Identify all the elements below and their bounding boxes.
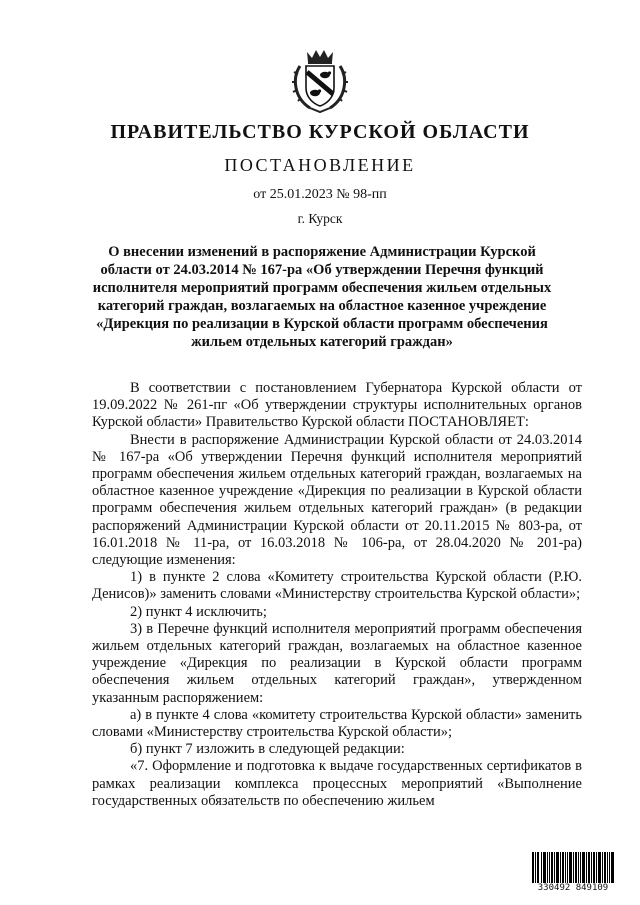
barcode (532, 852, 614, 896)
government-heading: ПРАВИТЕЛЬСТВО КУРСКОЙ ОБЛАСТИ (110, 121, 530, 143)
paragraph: 2) пункт 4 исключить; (130, 603, 267, 620)
paragraph: «7. Оформление и подготовка к выдаче государственных сертификатов в рамках реализации комплекса процессных мероприятий «Выполнение государственных обязательств по обеспечению жильем (92, 758, 582, 809)
paragraph: а) в пункте 4 слова «комитету строительства Курской области» заменить словами «Министерству строительства Курской области»; (92, 706, 582, 741)
paragraph: б) пункт 7 изложить в следующей редакции: (130, 741, 405, 758)
paragraph: Внести в распоряжение Администрации Курской области от 24.03.2014 № 167-ра «Об утверждении Перечня функций исполнителя мероприятий программ обеспечения жильем отдельных категорий граждан, возлагаемых на областное казенное учреждение «Дирекция по реализации в Курской области программ обеспечения жильем отдельных категорий граждан» (в редакции распоряжений Администрации Курской области от 20.11.2015 № 803-ра, от 16.01.2018 № 11-ра, от 16.03.2018 № 106-ра, от 28.04.2020 № 201-ра) следующие изменения: (92, 431, 582, 569)
paragraph: В соответствии с постановлением Губернатора Курской области от 19.09.2022 № 261-пг «Об утверждении структуры исполнительных органов Курской области» Правительство Курской области ПОСТАНОВЛЯЕТ: (92, 380, 582, 431)
document-city: г. Курск (297, 211, 343, 226)
document-title: О внесении изменений в распоряжение Администрации Курской области от 24.03.2014 № 167-ра «Об утверждении Перечня функций исполнителя мероприятий программ обеспечения жильем отдельных категорий граждан, возлагаемых на областное казенное учреждение «Дирекция по реализации в Курской области программ обеспечения жильем отдельных категорий граждан» (92, 244, 552, 350)
barcode-icon (532, 852, 614, 883)
document-kind: ПОСТАНОВЛЕНИЕ (224, 155, 416, 175)
paragraph: 3) в Перечне функций исполнителя мероприятий программ обеспечения жильем отдельных категорий граждан, возлагаемых на областное казенное учреждение «Дирекция по реализации в Курской области программ обеспечения жильем отдельных категорий граждан», утвержденном указанным распоряжением: (92, 620, 582, 706)
paragraph: 1) в пункте 2 слова «Комитету строительства Курской области (Р.Ю. Денисов)» заменить словами «Министерству строительства Курской области»; (92, 569, 582, 603)
barcode-number: 330492 849109 (537, 883, 609, 893)
coat-of-arms-icon (290, 48, 350, 114)
document-date-number: от 25.01.2023 № 98-пп (253, 187, 387, 202)
document-body (92, 380, 582, 810)
